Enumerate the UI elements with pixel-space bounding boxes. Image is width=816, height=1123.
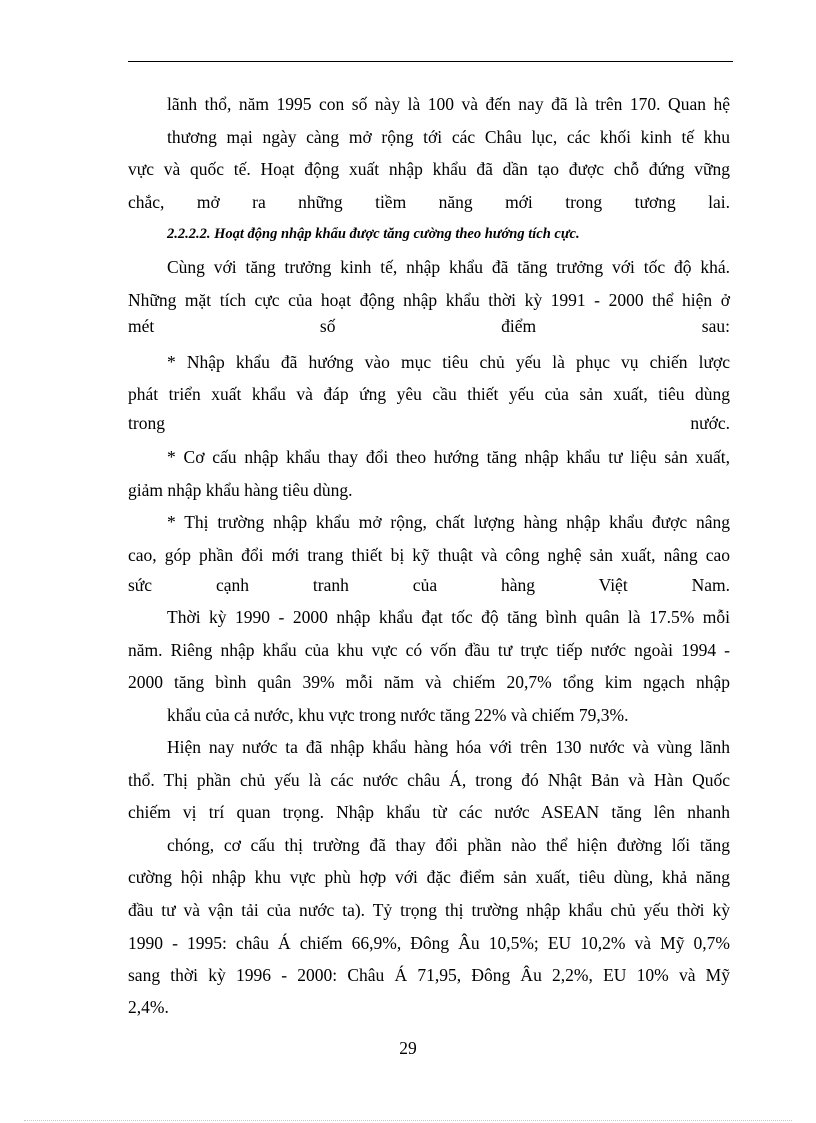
body-line: * Thị trường nhập khẩu mở rộng, chất lượng hàng nhập khẩu được nâng	[167, 512, 730, 532]
body-line: lãnh thổ, năm 1995 con số này là 100 và đến nay đã là trên 170. Quan hệ	[167, 94, 730, 114]
body-line: Cùng với tăng trưởng kinh tế, nhập khẩu đã tăng trưởng với tốc độ khá.	[167, 257, 730, 277]
body-line: * Nhập khẩu đã hướng vào mục tiêu chủ yếu là phục vụ chiến lược	[167, 352, 730, 372]
body-line: thương mại ngày càng mở rộng tới các Châu lục, các khối kinh tế khu	[167, 127, 730, 147]
body-line: mét số điểm sau:	[128, 316, 730, 336]
body-line: * Cơ cấu nhập khẩu thay đổi theo hướng tăng nhập khẩu tư liệu sản xuất,	[167, 447, 730, 467]
body-line: chắc, mở ra những tiềm năng mới trong tương lai.	[128, 192, 730, 212]
body-line: sang thời kỳ 1996 - 2000: Châu Á 71,95, Đông Âu 2,2%, EU 10% và Mỹ	[128, 965, 730, 985]
body-line: chóng, cơ cấu thị trường đã thay đổi phần nào thể hiện đường lối tăng	[167, 835, 730, 855]
body-line: khẩu của cả nước, khu vực trong nước tăng 22% và chiếm 79,3%.	[167, 705, 629, 725]
body-line: năm. Riêng nhập khẩu của khu vực có vốn đầu tư trực tiếp nước ngoài 1994 -	[128, 640, 730, 660]
body-line: 1990 - 1995: châu Á chiếm 66,9%, Đông Âu 10,5%; EU 10,2% và Mỹ 0,7%	[128, 933, 730, 953]
body-line: trong nước.	[128, 413, 730, 433]
body-line: 2000 tăng bình quân 39% mỗi năm và chiếm 20,7% tổng kim ngạch nhập	[128, 672, 730, 692]
body-line: Những mặt tích cực của hoạt động nhập khẩu thời kỳ 1991 - 2000 thể hiện ở	[128, 290, 730, 310]
page-bottom-border	[24, 1120, 792, 1121]
body-line: sức cạnh tranh của hàng Việt Nam.	[128, 575, 730, 595]
body-line: chiếm vị trí quan trọng. Nhập khẩu từ các nước ASEAN tăng lên nhanh	[128, 802, 730, 822]
header-rule	[128, 61, 733, 62]
body-line: phát triển xuất khẩu và đáp ứng yêu cầu thiết yếu của sản xuất, tiêu dùng	[128, 384, 730, 404]
body-line: vực và quốc tế. Hoạt động xuất nhập khẩu đã dần tạo được chỗ đứng vững	[128, 159, 730, 179]
body-line: Hiện nay nước ta đã nhập khẩu hàng hóa với trên 130 nước và vùng lãnh	[167, 737, 730, 757]
body-line: giảm nhập khẩu hàng tiêu dùng.	[128, 480, 353, 500]
page-number: 29	[399, 1038, 417, 1058]
body-line: cường hội nhập khu vực phù hợp với đặc điểm sản xuất, tiêu dùng, khả năng	[128, 867, 730, 887]
body-line: đầu tư và vận tải của nước ta). Tỷ trọng thị trường nhập khẩu chủ yếu thời kỳ	[128, 900, 730, 920]
body-line: cao, góp phần đổi mới trang thiết bị kỹ thuật và công nghệ sản xuất, nâng cao	[128, 545, 730, 565]
body-line: thổ. Thị phần chủ yếu là các nước châu Á, trong đó Nhật Bản và Hàn Quốc	[128, 770, 730, 790]
body-line: 2,4%.	[128, 997, 169, 1017]
body-line: Thời kỳ 1990 - 2000 nhập khẩu đạt tốc độ tăng bình quân là 17.5% mỗi	[167, 607, 730, 627]
section-heading: 2.2.2.2. Hoạt động nhập khẩu được tăng cường theo hướng tích cực.	[167, 226, 580, 242]
